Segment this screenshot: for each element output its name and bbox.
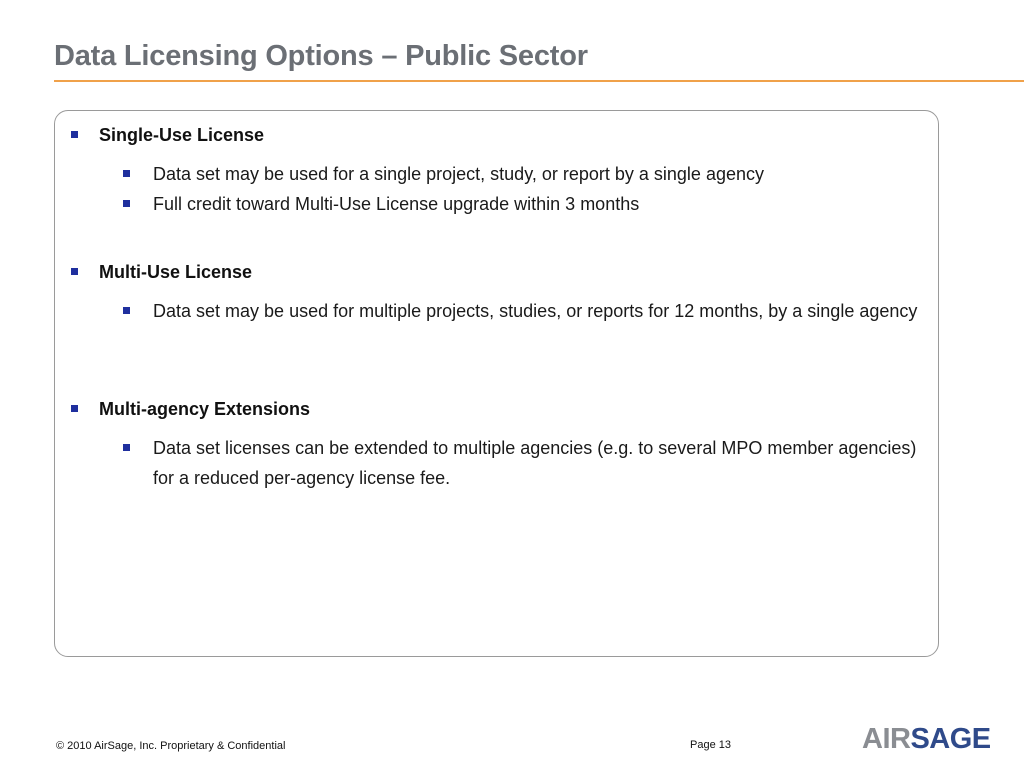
page-number: Page 13 xyxy=(690,739,731,751)
title-divider xyxy=(54,80,1024,82)
bullet-square-icon xyxy=(71,268,78,275)
footer-copyright: © 2010 AirSage, Inc. Proprietary & Confidential xyxy=(56,740,286,752)
bullet-square-icon xyxy=(123,170,130,177)
content-box xyxy=(54,110,939,657)
logo-part-air: AIR xyxy=(862,723,911,755)
bullet-square-icon xyxy=(71,131,78,138)
section-item: Data set licenses can be extended to multiple agencies (e.g. to several MPO member agencies) for a reduced per-agency license fee. xyxy=(153,438,917,488)
section-item: Full credit toward Multi-Use License upgrade within 3 months xyxy=(153,194,640,214)
section-item: Data set may be used for multiple projects, studies, or reports for 12 months, by a single agency xyxy=(153,301,918,321)
bullet-square-icon xyxy=(123,200,130,207)
bullet-square-icon xyxy=(71,405,78,412)
bullet-square-icon xyxy=(123,444,130,451)
section-item: Data set may be used for a single project, study, or report by a single agency xyxy=(153,164,764,184)
slide-title: Data Licensing Options – Public Sector xyxy=(54,40,588,72)
logo-part-sage: SAGE xyxy=(910,723,991,755)
section-heading: Multi-Use License xyxy=(99,262,253,282)
airsage-logo xyxy=(862,722,991,756)
section-heading: Single-Use License xyxy=(99,125,265,145)
bullet-square-icon xyxy=(123,307,130,314)
section-heading: Multi-agency Extensions xyxy=(99,399,311,419)
